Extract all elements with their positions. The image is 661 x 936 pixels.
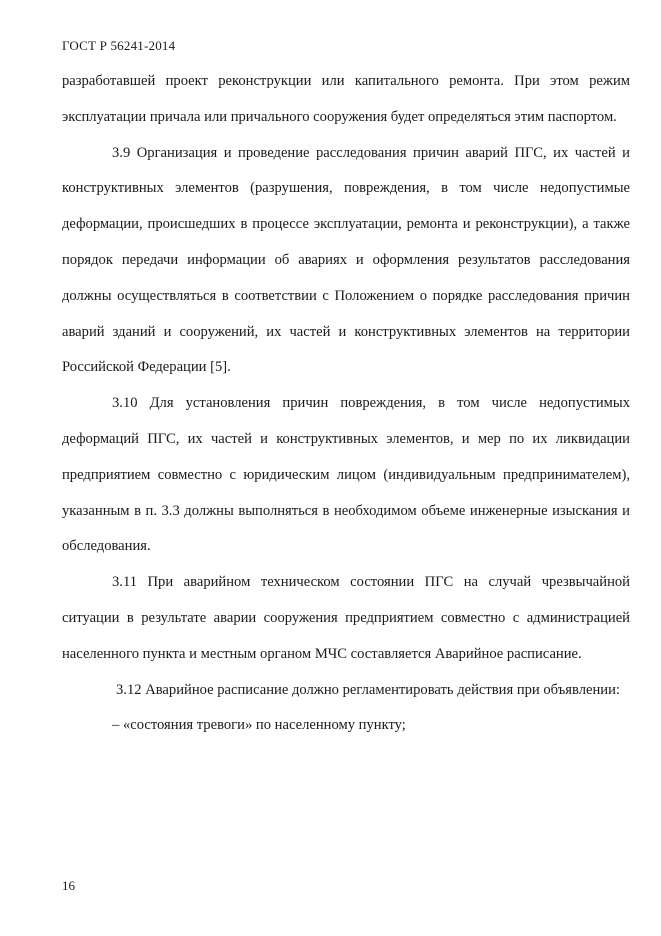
- paragraph-continuation: разработавшей проект реконструкции или капитального ремонта. При этом режим эксплуатации причала или причального сооружения будет определяться этим паспортом.: [62, 73, 630, 125]
- document-body: [62, 64, 630, 744]
- document-header: ГОСТ Р 56241-2014: [62, 38, 176, 53]
- paragraph-3-9: 3.9 Организация и проведение расследования причин аварий ПГС, их частей и конструктивных элементов (разрушения, повреждения, в том числе недопустимые деформации, происшедших в процессе эксплуатации, ремонта и реконструкции), а также порядок передачи информации об авариях и оформления результатов расследования должны осуществляться в соответствии с Положением о порядке расследования причин аварий зданий и сооружений, их частей и конструктивных элементов на территории Российской Федерации [5].: [62, 144, 630, 376]
- paragraph-3-10: 3.10 Для установления причин повреждения, в том числе недопустимых деформаций ПГС, их частей и конструктивных элементов, и мер по их ликвидации предприятием совместно с юридическим лицом (индивидуальным предпринимателем), указанным в п. 3.3 должны выполняться в необходимом объеме инженерные изыскания и обследования.: [62, 395, 630, 555]
- paragraph-3-12: 3.12 Аварийное расписание должно регламентировать действия при объявлении:: [116, 681, 620, 698]
- page-number: 16: [62, 878, 75, 893]
- paragraph-3-11: 3.11 При аварийном техническом состоянии ПГС на случай чрезвычайной ситуации в результате аварии сооружения предприятием совместно с администрацией населенного пункта и местным органом МЧС составляется Аварийное расписание.: [62, 574, 630, 662]
- list-item-alarm-state: – «состояния тревоги» по населенному пункту;: [112, 717, 406, 734]
